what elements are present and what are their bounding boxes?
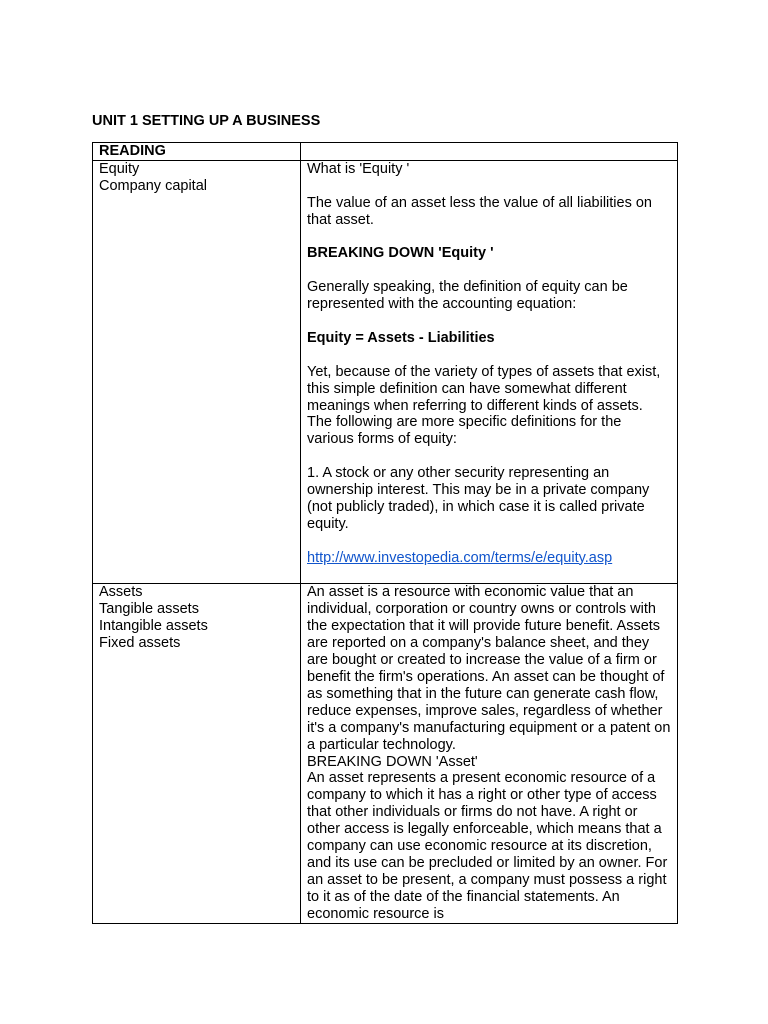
term-company-capital: Company capital <box>99 177 207 194</box>
term-assets: Assets <box>99 584 143 601</box>
header-reading: READING <box>93 143 301 161</box>
assets-definition-cell <box>301 584 678 923</box>
equity-definition-cell <box>301 160 678 584</box>
asset-paragraph-2: An asset represents a present economic resource of a company to which it has a right or other type of access that other individuals or firms do not have. A right or other access is legally enforceable, which means that a company can use economic resource at its discretion, and its use can be precluded or limited by an owner. For an asset to be present, a company must possess a right to it as of the date of the financial statements. An economic resource is <box>307 770 668 922</box>
table-row-equity <box>93 160 678 584</box>
header-empty <box>301 143 678 161</box>
equity-general: Generally speaking, the definition of equity can be represented with the accounting equation: <box>307 279 628 313</box>
unit-title: UNIT 1 SETTING UP A BUSINESS <box>92 113 321 129</box>
reading-table <box>92 142 678 924</box>
term-equity: Equity <box>99 160 140 177</box>
investopedia-link[interactable]: http://www.investopedia.com/terms/e/equity.asp <box>307 549 613 566</box>
equity-equation: Equity = Assets - Liabilities <box>307 329 495 346</box>
table-row-assets <box>93 584 678 923</box>
assets-terms-cell <box>93 584 301 923</box>
breaking-down-asset: BREAKING DOWN 'Asset' <box>307 753 478 770</box>
equity-point-1: 1. A stock or any other security representing an ownership interest. This may be in a private company (not publicly traded), in which case it is called private equity. <box>307 465 650 532</box>
equity-terms-cell <box>93 160 301 584</box>
term-tangible-assets: Tangible assets <box>99 601 199 618</box>
equity-definition: The value of an asset less the value of all liabilities on that asset. <box>307 194 652 228</box>
table-header-row <box>93 143 678 161</box>
equity-variety: Yet, because of the variety of types of assets that exist, this simple definition can have somewhat different meanings when referring to different kinds of assets. The following are more specific definitions for the various forms of equity: <box>307 363 661 448</box>
term-fixed-assets: Fixed assets <box>99 635 181 652</box>
what-is-equity: What is 'Equity ' <box>307 160 410 177</box>
term-intangible-assets: Intangible assets <box>99 618 208 635</box>
breaking-down-equity: BREAKING DOWN 'Equity ' <box>307 245 494 262</box>
asset-paragraph-1: An asset is a resource with economic value that an individual, corporation or country owns or controls with the expectation that it will provide future benefit. Assets are reported on a company's balance sheet, and they are bought or created to increase the value of a firm or benefit the firm's operations. An asset can be thought of as something that in the future can generate cash flow, reduce expenses, improve sales, regardless of whether it's a company's manufacturing equipment or a patent on a particular technology. <box>307 584 671 753</box>
